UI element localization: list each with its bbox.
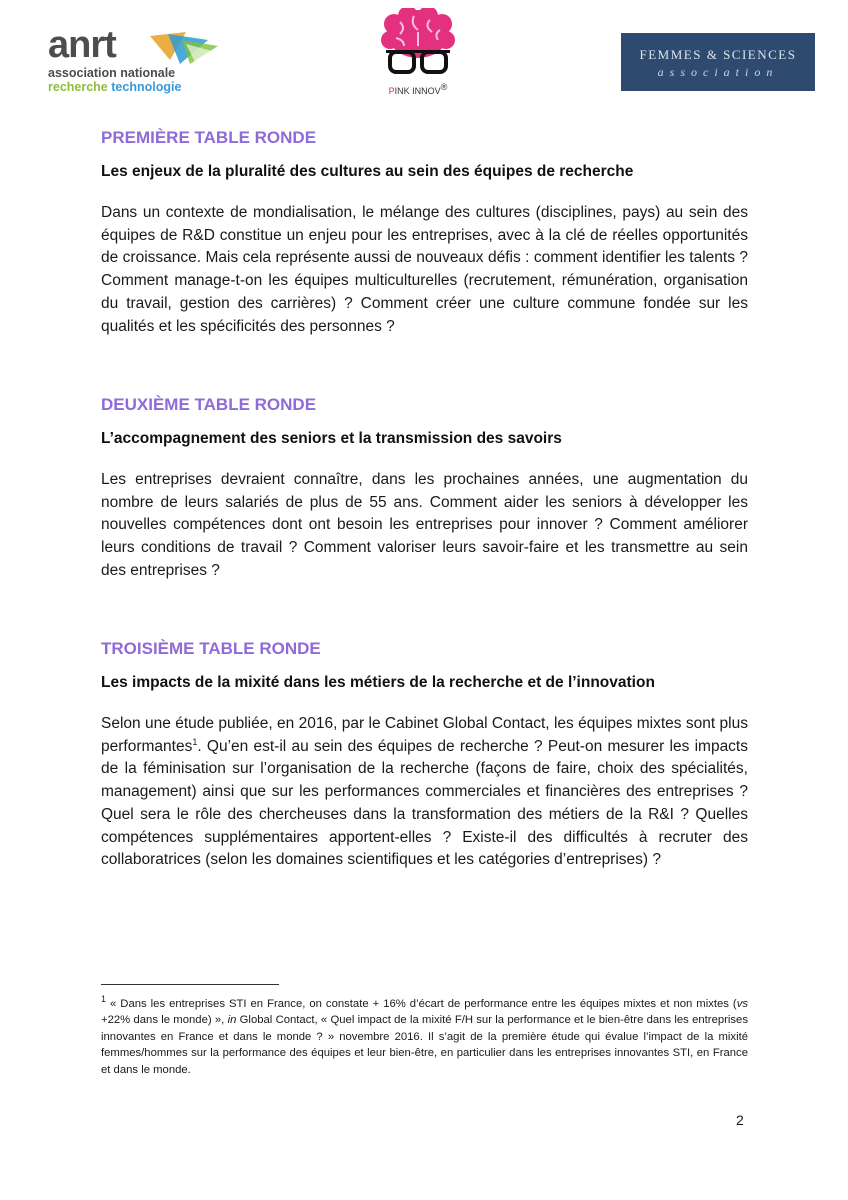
page-number: 2 [736,1112,744,1128]
anrt-logo-line1: association nationale [48,66,176,80]
pink-innov-label: PINK INNOV® [388,82,448,96]
footnote-reference[interactable]: 1 [192,736,198,747]
anrt-logo-word: anrt [48,24,116,66]
pink-innov-logo [380,8,456,94]
femmes-sciences-subtitle: association [657,65,779,79]
section-subtitle: L’accompagnement des seniors et la transmission des savoirs [101,430,562,447]
section-second-round-table [101,394,748,583]
footnote: $^1$ « Dans les entreprises STI en France, on constate + 16% d’écart de performance entre les équipes mixtes et non mixtes (vs +22% dans le monde) », in Global Contact, « Quel impact de la mixité F/H sur la performance et le bien-être dans les entreprises innovantes en France et dans le monde ? » novembre 2016. Il s’agit de la première étude qui évalue l’impact de la mixité femmes/hommes sur la performance des équipes et leur bien-être, en particulier dans les entreprises innovantes STI, en France et dans le monde. [101,994,748,1076]
section-title: PREMIÈRE TABLE RONDE [101,128,317,147]
footnote-divider [101,984,279,985]
section-subtitle: Les impacts de la mixité dans les métiers de la recherche et de l’innovation [101,674,655,691]
section-title: DEUXIÈME TABLE RONDE [101,395,317,414]
section-title: TROISIÈME TABLE RONDE [101,639,321,658]
anrt-logo-line2: recherche technologie [48,80,182,94]
femmes-sciences-logo [621,33,815,91]
footnote-mark: 1 [101,994,107,1005]
brain-glasses-icon [380,8,456,86]
section-subtitle: Les enjeux de la pluralité des cultures au sein des équipes de recherche [101,163,634,180]
section-first-round-table [101,127,748,338]
section-third-round-table [101,638,748,872]
femmes-sciences-title: FEMMES & SCIENCES [639,47,797,62]
section-body: Dans un contexte de mondialisation, le mélange des cultures (disciplines, pays) au sein des équipes de R&D constitue un enjeu pour les entreprises, avec à la clé de réelles opportunités de croissance. Mais cela représente aussi de nouveaux défis : comment identifier les talents ? Comment manage-t-on les équipes multiculturelles (recrutement, rémunération, organisation du travail, gestion des carrières) ? Comment créer une culture commune fondée sur les qualités et les spécificités des personnes ? [101,204,748,335]
section-body: Les entreprises devraient connaître, dans les prochaines années, une augmentation du nombre de leurs salariés de plus de 55 ans. Comment aider les seniors à développer les nouvelles compétences dont ont besoin les entreprises pour innover ? Comment améliorer leurs conditions de travail ? Comment valoriser leurs savoir-faire et les transmettre au sein des entreprises ? [101,471,748,579]
anrt-triangles-icon [146,30,226,66]
section-body: Selon une étude publiée, en 2016, par le Cabinet Global Contact, les équipes mixtes sont plus performantes$^1$. Qu’en est-il au sein des équipes de recherche ? Peut-on mesurer les impacts de la féminisation sur l’organisation de la recherche (façons de faire, choix des spécialités, management) ainsi que sur les performances commerciales et financières des entreprises ? Quel sera le rôle des chercheuses dans la transformation des métiers de la R&I ? Quelles compétences supplémentaires apportent-elles ? Existe-il des difficultés à recruter des collaboratrices (selon les domaines scientifiques et les catégories d’entreprises) ? [101,715,748,869]
anrt-logo [48,26,188,96]
